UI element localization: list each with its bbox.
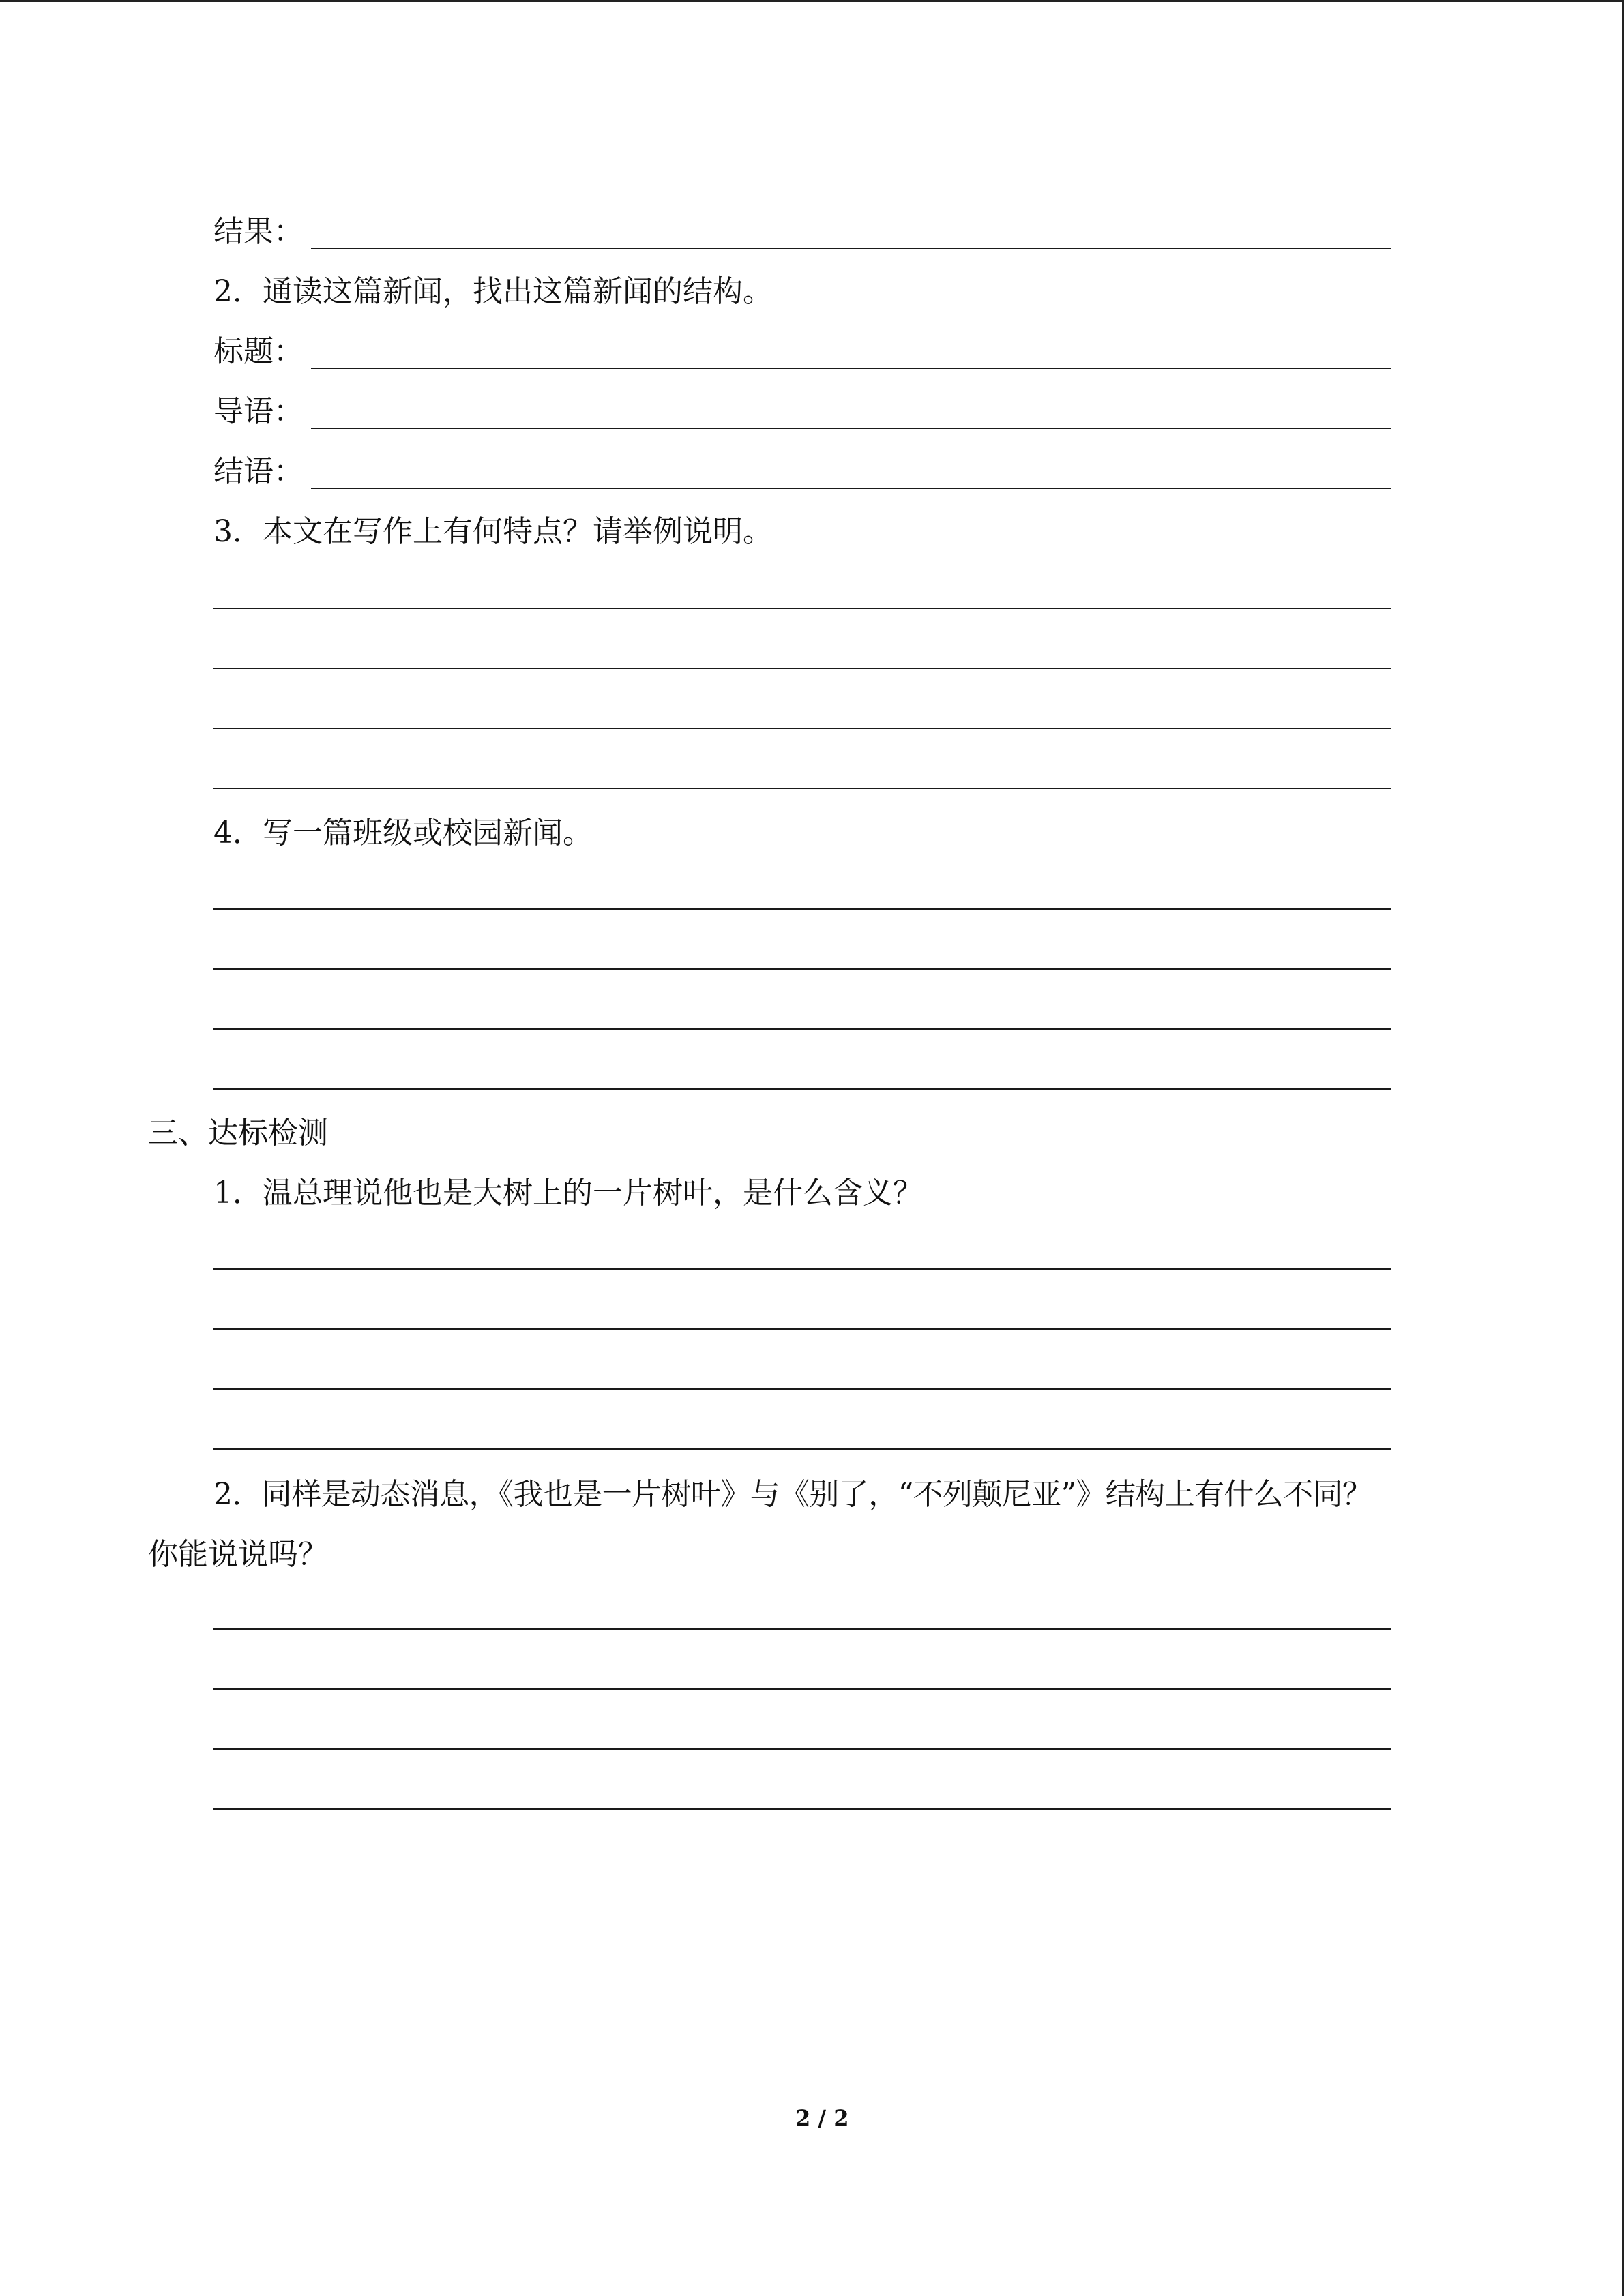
answer-line[interactable] [213,1088,1391,1090]
answer-line[interactable] [213,1748,1391,1750]
title-label: 标题： [213,334,304,369]
answer-line[interactable] [213,668,1391,669]
answer-line[interactable] [213,728,1391,729]
ending-blank-line[interactable] [311,488,1391,489]
answer-line[interactable] [213,1388,1391,1390]
answer-line[interactable] [213,1028,1391,1030]
result-label: 结果： [213,214,304,249]
result-blank-line[interactable] [311,248,1391,249]
answer-line[interactable] [213,968,1391,970]
answer-line[interactable] [213,1688,1391,1690]
page-border-top [0,0,1624,2]
answer-line[interactable] [213,1808,1391,1810]
lead-label: 导语： [213,394,304,429]
section-3-question-2-line-2: 你能说说吗？ [148,1537,328,1572]
answer-line[interactable] [213,1268,1391,1270]
question-2-text: 2．通读这篇新闻，找出这篇新闻的结构。 [213,274,773,309]
question-4-text: 4．写一篇班级或校园新闻。 [213,816,593,850]
ending-label: 结语： [213,454,304,489]
section-3-heading: 三、达标检测 [148,1116,328,1150]
lead-blank-line[interactable] [311,428,1391,429]
answer-line[interactable] [213,1628,1391,1630]
section-3-question-1-text: 1．温总理说他也是大树上的一片树叶，是什么含义？ [213,1176,923,1210]
page-number: 2 / 2 [795,2105,849,2131]
answer-line[interactable] [213,1328,1391,1330]
answer-line[interactable] [213,908,1391,910]
answer-line[interactable] [213,1448,1391,1450]
answer-line[interactable] [213,788,1391,789]
section-3-question-2-line-1: 2．同样是动态消息，《我也是一片树叶》与《别了，“不列颠尼亚”》结构上有什么不同？ [213,1477,1372,1512]
question-3-text: 3．本文在写作上有何特点？请举例说明。 [213,514,773,549]
title-blank-line[interactable] [311,368,1391,369]
answer-line[interactable] [213,608,1391,609]
